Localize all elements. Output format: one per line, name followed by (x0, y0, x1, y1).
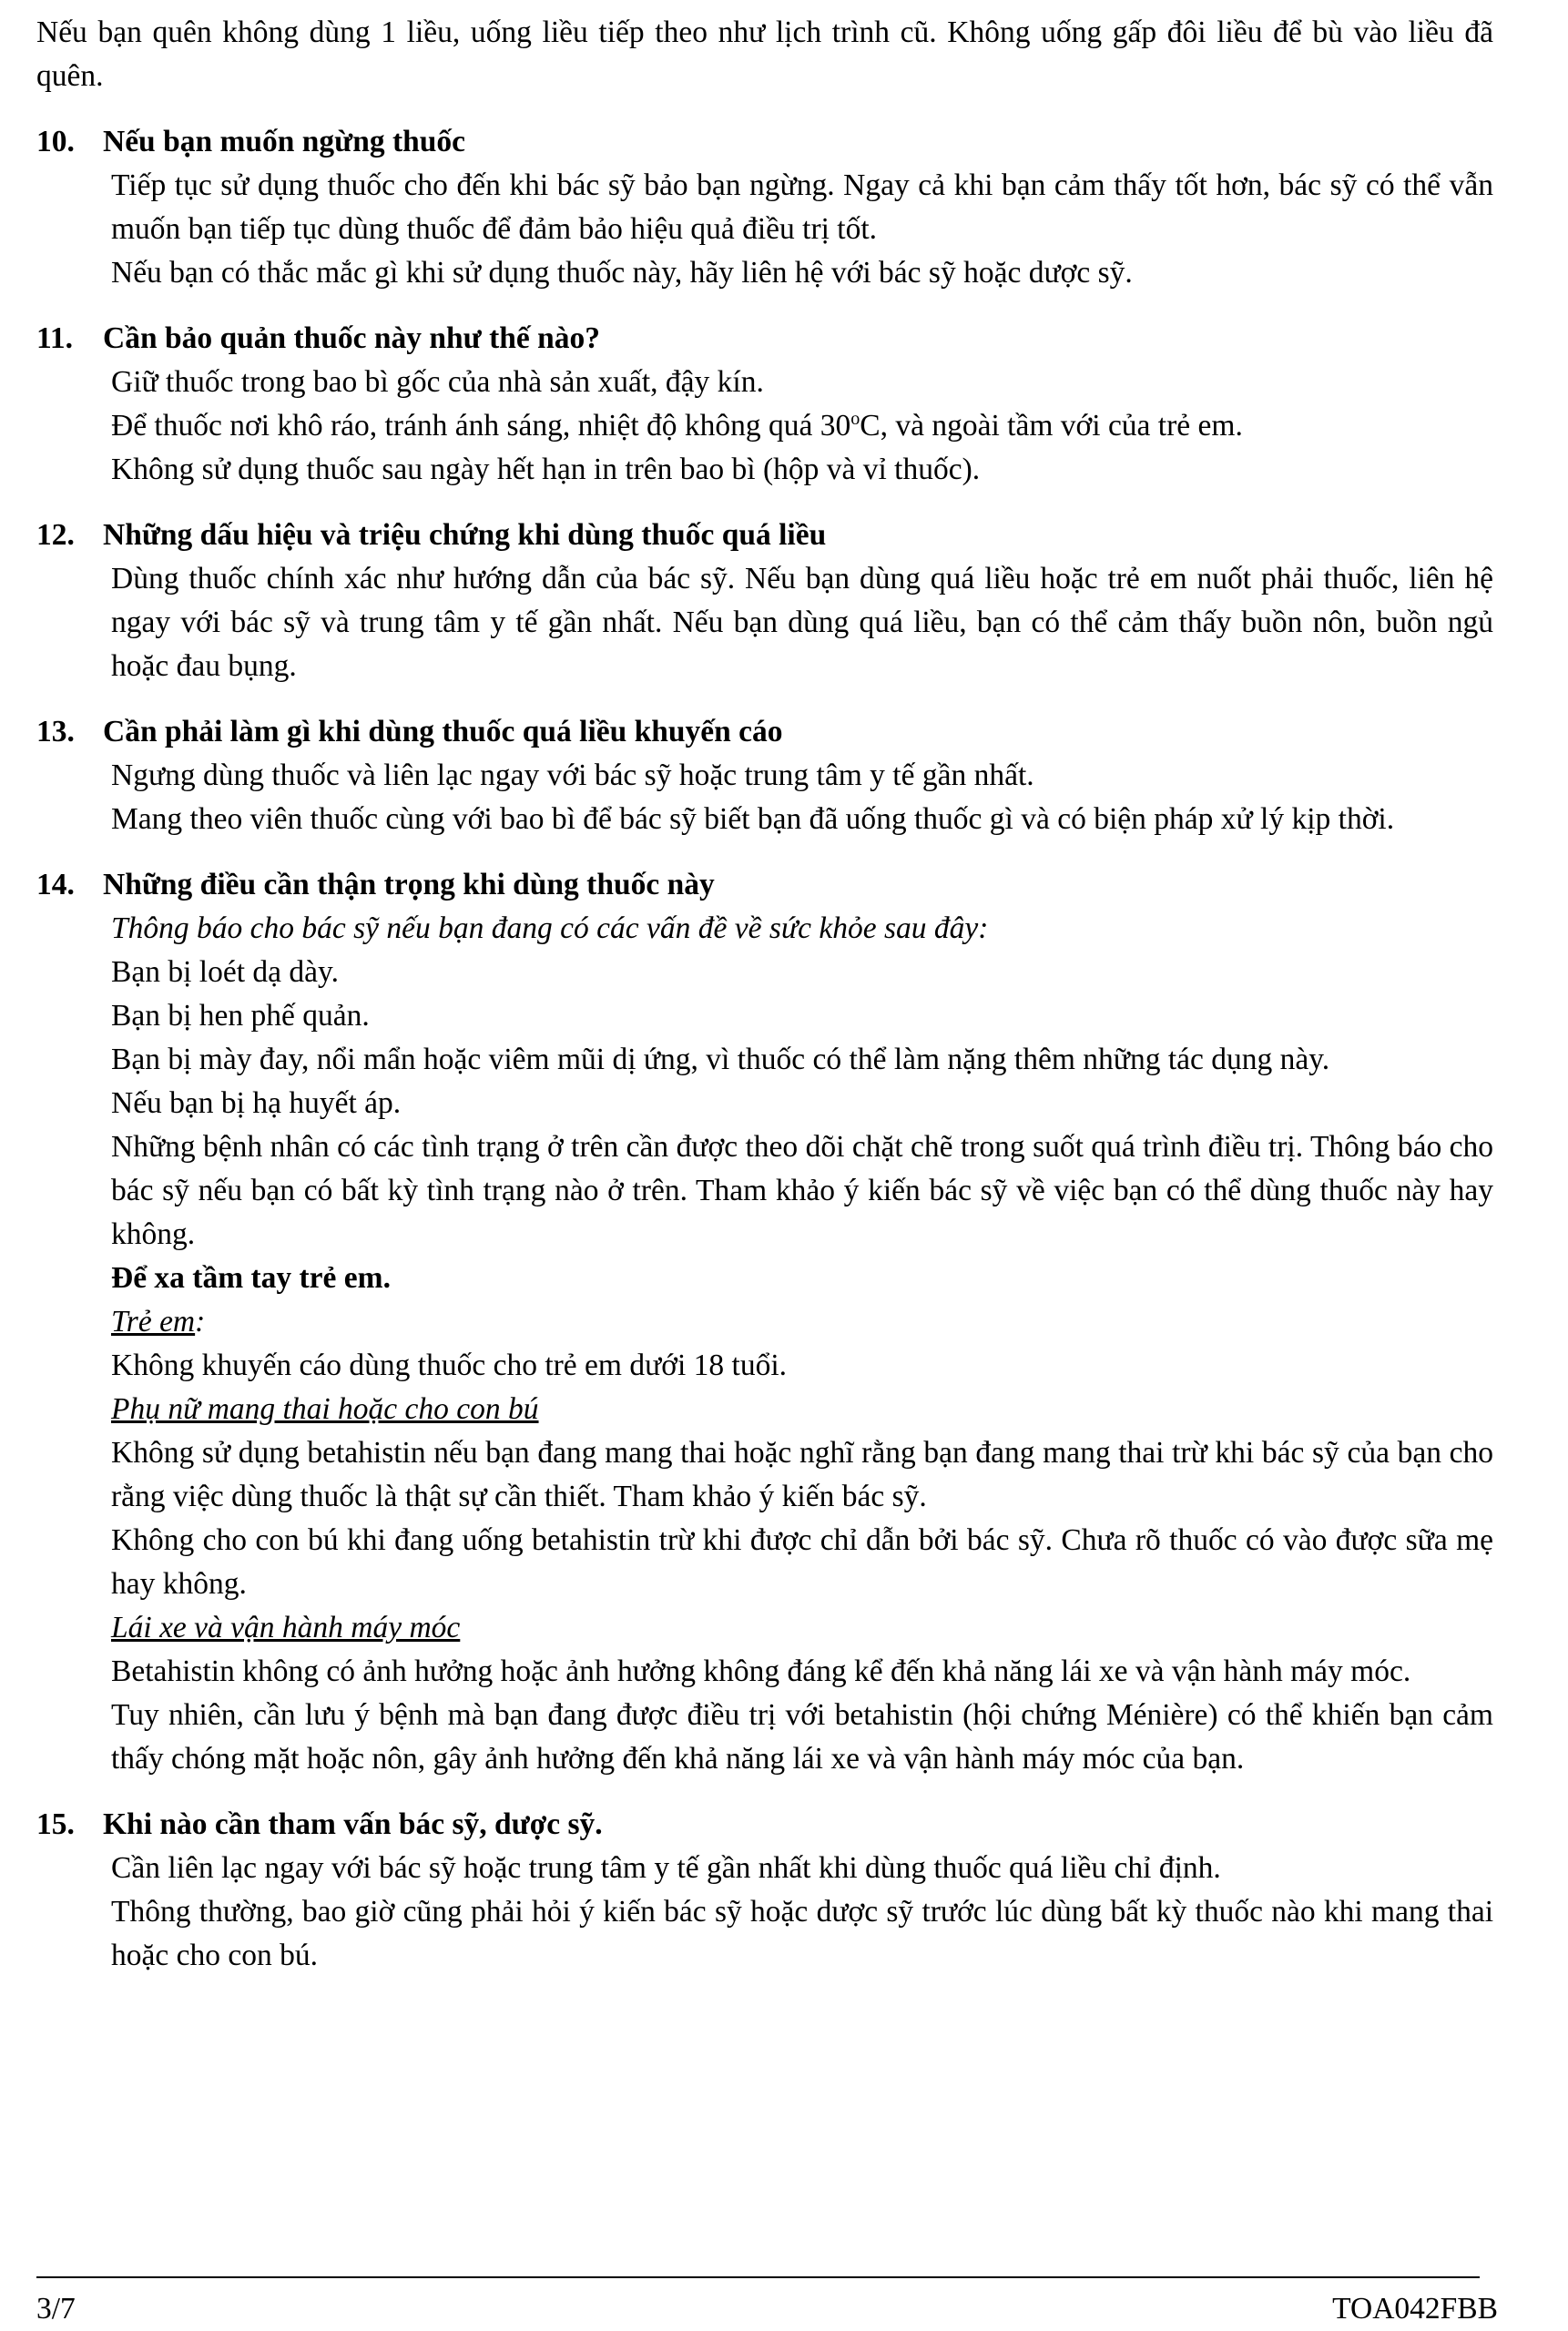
section-10 (36, 120, 1493, 295)
children-subheading (36, 1300, 1493, 1344)
section-15-paragraph-1: Cần liên lạc ngay với bác sỹ hoặc trung tâm y tế gần nhất khi dùng thuốc quá liều chỉ định. (111, 1851, 1221, 1885)
section-title: Cần phải làm gì khi dùng thuốc quá liều khuyến cáo (103, 715, 783, 748)
intro-paragraph: Nếu bạn quên không dùng 1 liều, uống liều tiếp theo như lịch trình cũ. Không uống gấp đôi liều để bù vào liều đã quên. (36, 15, 1493, 93)
driving-subheading (36, 1606, 1493, 1650)
section-title: Những dấu hiệu và triệu chứng khi dùng thuốc quá liều (103, 518, 827, 552)
section-title: Cần bảo quản thuốc này như thế nào? (103, 321, 601, 355)
section-15 (36, 1803, 1493, 1978)
section-title: Khi nào cần tham vấn bác sỹ, dược sỹ. (103, 1807, 603, 1841)
section-11-paragraph-2 (36, 404, 1493, 448)
section-title: Những điều cần thận trọng khi dùng thuốc này (103, 868, 715, 901)
section-13-paragraph-2: Mang theo viên thuốc cùng với bao bì để bác sỹ biết bạn đã uống thuốc gì và có biện pháp xử lý kịp thời. (111, 802, 1395, 836)
section-10-heading (36, 120, 1493, 164)
section-number: 13. (36, 715, 75, 748)
section-13 (36, 710, 1493, 841)
section-14 (36, 863, 1493, 1781)
pregnancy-label: Phụ nữ mang thai hoặc cho con bú (111, 1392, 539, 1426)
document-code: TOA042FBB (1332, 2292, 1498, 2326)
degree-sign: o (850, 408, 860, 429)
page-footer (36, 2291, 1498, 2327)
section-number: 10. (36, 125, 75, 158)
driving-label: Lái xe và vận hành máy móc (111, 1611, 461, 1644)
storage-text-b: C, và ngoài tầm với của trẻ em. (860, 409, 1243, 443)
section-15-paragraph-2: Thông thường, bao giờ cũng phải hỏi ý kiến bác sỹ hoặc dược sỹ trước lúc dùng bất kỳ thuốc nào khi mang thai hoặc cho con bú. (111, 1895, 1493, 1972)
section-number: 15. (36, 1807, 75, 1841)
section-14-heading (36, 863, 1493, 907)
children-colon: : (195, 1305, 206, 1339)
section-13-heading (36, 710, 1493, 754)
condition-item: Bạn bị mày đay, nổi mẩn hoặc viêm mũi dị ứng, vì thuốc có thể làm nặng thêm những tác dụng này. (111, 1043, 1330, 1076)
section-15-heading (36, 1803, 1493, 1847)
section-12-paragraph-1: Dùng thuốc chính xác như hướng dẫn của bác sỹ. Nếu bạn dùng quá liều hoặc trẻ em nuốt phải thuốc, liên hệ ngay với bác sỹ và trung tâm y tế gần nhất. Nếu bạn dùng quá liều, bạn có thể cảm thấy buồn nôn, buồn ngủ hoặc đau bụng. (111, 562, 1493, 683)
document-body (36, 11, 1493, 1978)
section-number: 14. (36, 868, 75, 901)
section-11-paragraph-3: Không sử dụng thuốc sau ngày hết hạn in trên bao bì (hộp và vỉ thuốc). (111, 453, 981, 486)
section-12-heading (36, 514, 1493, 557)
section-title: Nếu bạn muốn ngừng thuốc (103, 125, 466, 158)
pregnancy-subheading (36, 1388, 1493, 1431)
section-10-paragraph-2: Nếu bạn có thắc mắc gì khi sử dụng thuốc này, hãy liên hệ với bác sỹ hoặc dược sỹ. (111, 256, 1133, 290)
page-number: 3/7 (36, 2292, 76, 2326)
pregnancy-paragraph-1: Không sử dụng betahistin nếu bạn đang mang thai hoặc nghĩ rằng bạn đang mang thai trừ khi bác sỹ của bạn cho rằng việc dùng thuốc là thật sự cần thiết. Tham khảo ý kiến bác sỹ. (111, 1436, 1493, 1513)
driving-paragraph-1: Betahistin không có ảnh hưởng hoặc ảnh hưởng không đáng kể đến khả năng lái xe và vận hành máy móc. (111, 1654, 1411, 1688)
condition-item: Bạn bị loét dạ dày. (111, 955, 339, 989)
section-number: 12. (36, 518, 75, 552)
keep-away-warning: Để xa tầm tay trẻ em. (111, 1261, 391, 1295)
section-11-heading (36, 317, 1493, 361)
section-13-paragraph-1: Ngưng dùng thuốc và liên lạc ngay với bác sỹ hoặc trung tâm y tế gần nhất. (111, 758, 1034, 792)
driving-paragraph-2: Tuy nhiên, cần lưu ý bệnh mà bạn đang được điều trị với betahistin (hội chứng Ménière) có thể khiến bạn cảm thấy chóng mặt hoặc nôn, gây ảnh hưởng đến khả năng lái xe và vận hành máy móc của bạn. (111, 1698, 1493, 1776)
footer-divider (36, 2276, 1480, 2278)
condition-item: Bạn bị hen phế quản. (111, 999, 370, 1033)
section-number: 11. (36, 321, 74, 355)
condition-item: Nếu bạn bị hạ huyết áp. (111, 1086, 402, 1120)
monitoring-paragraph: Những bệnh nhân có các tình trạng ở trên cần được theo dõi chặt chẽ trong suốt quá trình điều trị. Thông báo cho bác sỹ nếu bạn có bất kỳ tình trạng nào ở trên. Tham khảo ý kiến bác sỹ về việc bạn có thể dùng thuốc này hay không. (111, 1130, 1493, 1251)
section-11 (36, 317, 1493, 492)
section-10-paragraph-1: Tiếp tục sử dụng thuốc cho đến khi bác sỹ bảo bạn ngừng. Ngay cả khi bạn cảm thấy tốt hơn, bác sỹ có thể vẫn muốn bạn tiếp tục dùng thuốc để đảm bảo hiệu quả điều trị tốt. (111, 168, 1493, 246)
pregnancy-paragraph-2: Không cho con bú khi đang uống betahistin trừ khi được chỉ dẫn bởi bác sỹ. Chưa rõ thuốc có vào được sữa mẹ hay không. (111, 1523, 1493, 1601)
storage-text-a: Để thuốc nơi khô ráo, tránh ánh sáng, nhiệt độ không quá 30 (111, 409, 851, 443)
section-11-paragraph-1: Giữ thuốc trong bao bì gốc của nhà sản xuất, đậy kín. (111, 365, 764, 399)
children-label: Trẻ em (111, 1305, 196, 1339)
section-14-intro: Thông báo cho bác sỹ nếu bạn đang có các vấn đề về sức khỏe sau đây: (111, 911, 989, 945)
section-12 (36, 514, 1493, 688)
children-paragraph: Không khuyến cáo dùng thuốc cho trẻ em dưới 18 tuổi. (111, 1349, 788, 1382)
